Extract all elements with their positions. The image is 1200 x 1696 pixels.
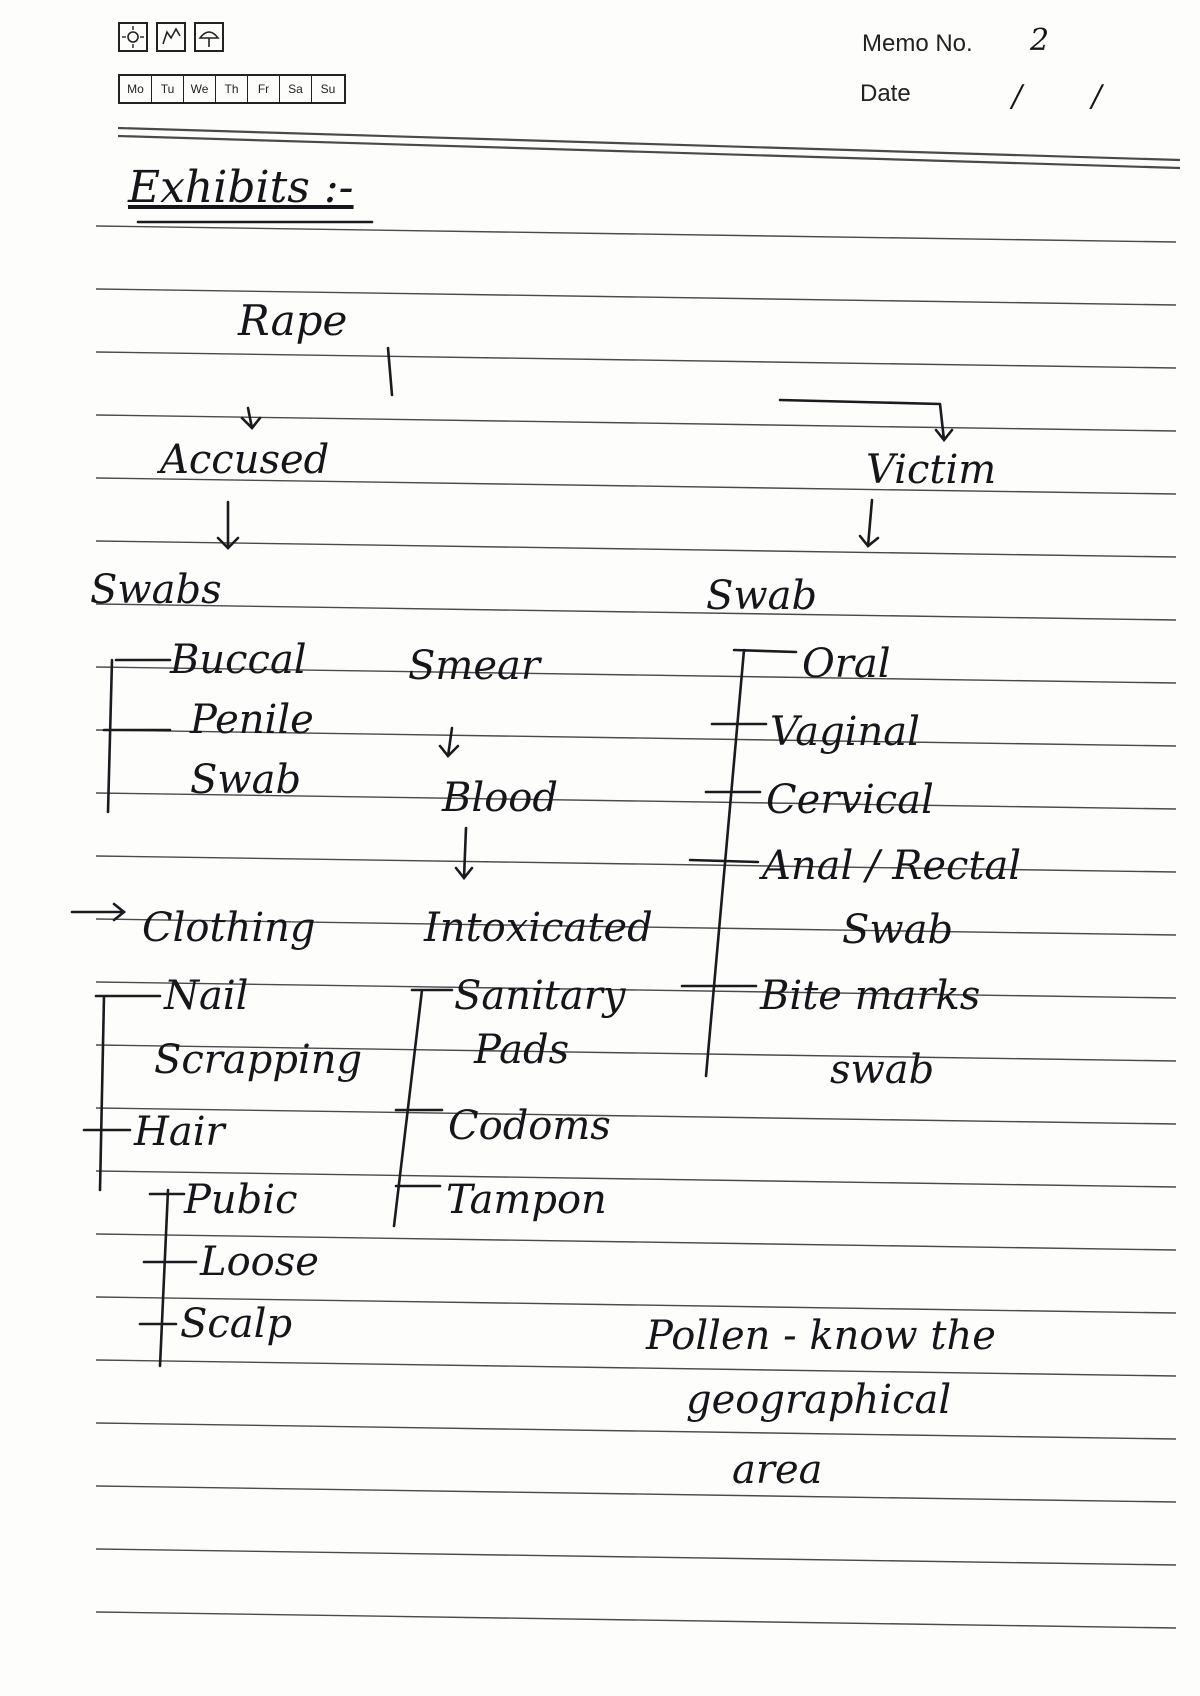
accused-swabs-heading: Swabs: [90, 567, 222, 613]
intox-pads: Pads: [474, 1027, 570, 1073]
weekday-th: Th: [216, 76, 248, 102]
ruled-line: [96, 604, 1176, 620]
root-stem: [388, 348, 392, 395]
accused-swab-penile: Penile: [190, 697, 314, 743]
intox-bracket: [394, 990, 452, 1226]
header-rule: [118, 128, 1180, 160]
cloud-icon: [156, 22, 186, 52]
victim-anal-swab: Swab: [842, 907, 954, 953]
ruled-line: [96, 415, 1176, 431]
date-value: / /: [1012, 79, 1102, 114]
victim-anal-rectal: Anal / Rectal: [762, 843, 1022, 889]
ruled-line: [96, 1360, 1176, 1376]
intoxicated-node: Intoxicated: [424, 905, 653, 951]
ruled-line: [96, 1108, 1176, 1124]
date-label: Date: [860, 80, 911, 107]
umbrella-icon: [194, 22, 224, 52]
ruled-line: [96, 1486, 1176, 1502]
ruled-line: [96, 1612, 1176, 1628]
weekday-fr: Fr: [248, 76, 280, 102]
blood-node: Blood: [442, 775, 558, 821]
accused-swab-buccal: Buccal: [170, 637, 307, 683]
ruled-line: [96, 1423, 1176, 1439]
pollen-note-line-1: Pollen - know the: [646, 1313, 996, 1359]
hair-scalp: Scalp: [180, 1301, 293, 1347]
accused-node: Accused: [160, 437, 330, 483]
intox-sanitary: Sanitary: [454, 973, 626, 1019]
arrow-to-clothing: [72, 904, 124, 920]
weekday-sa: Sa: [280, 76, 312, 102]
arrow-to-blood: [440, 728, 458, 756]
weekday-we: We: [184, 76, 216, 102]
ruled-line: [96, 352, 1176, 368]
arrow-to-swab: [860, 500, 878, 546]
victim-bite-swab: swab: [830, 1047, 935, 1093]
accused-swab-swab: Swab: [190, 757, 302, 803]
victim-bite-marks: Bite marks: [760, 973, 981, 1019]
pollen-note-line-3: area: [732, 1447, 823, 1493]
ruled-line: [96, 226, 1176, 242]
intox-codoms: Codoms: [448, 1103, 611, 1149]
clothing-scrapping: Scrapping: [154, 1037, 363, 1083]
smear-heading: Smear: [408, 643, 540, 689]
victim-swab-heading: Swab: [706, 573, 818, 619]
root-node-rape: Rape: [238, 296, 348, 345]
ruled-line: [96, 982, 1176, 998]
header-icons: [118, 22, 224, 52]
victim-oral: Oral: [802, 641, 891, 687]
arrow-to-intoxicated: [456, 828, 472, 878]
arrow-to-swabs: [218, 502, 238, 548]
ruled-line: [96, 541, 1176, 557]
memo-label: Memo No.: [862, 30, 973, 57]
pollen-note-line-2: geographical: [686, 1377, 952, 1423]
sun-icon: [118, 22, 148, 52]
victim-node: Victim: [866, 447, 997, 493]
clothing-bracket: [84, 996, 160, 1190]
clothing-nail: Nail: [164, 973, 249, 1019]
victim-cervical: Cervical: [766, 777, 934, 823]
weekday-su: Su: [320, 82, 336, 96]
hair-pubic: Pubic: [184, 1177, 298, 1223]
swabs-bracket: [104, 660, 170, 812]
arrow-to-victim: [780, 400, 952, 440]
weekday-tu: Tu: [152, 76, 184, 102]
clothing-node: Clothing: [142, 905, 316, 951]
victim-vaginal: Vaginal: [770, 709, 920, 755]
clothing-hair: Hair: [134, 1109, 225, 1155]
memo-value: 2: [1030, 23, 1050, 58]
weekday-boxes: [118, 74, 346, 104]
hair-loose: Loose: [200, 1239, 319, 1285]
weekday-mo: Mo: [120, 76, 152, 102]
intox-tampon: Tampon: [446, 1177, 607, 1223]
page-title: Exhibits :-: [128, 162, 354, 213]
ruled-line: [96, 1549, 1176, 1565]
